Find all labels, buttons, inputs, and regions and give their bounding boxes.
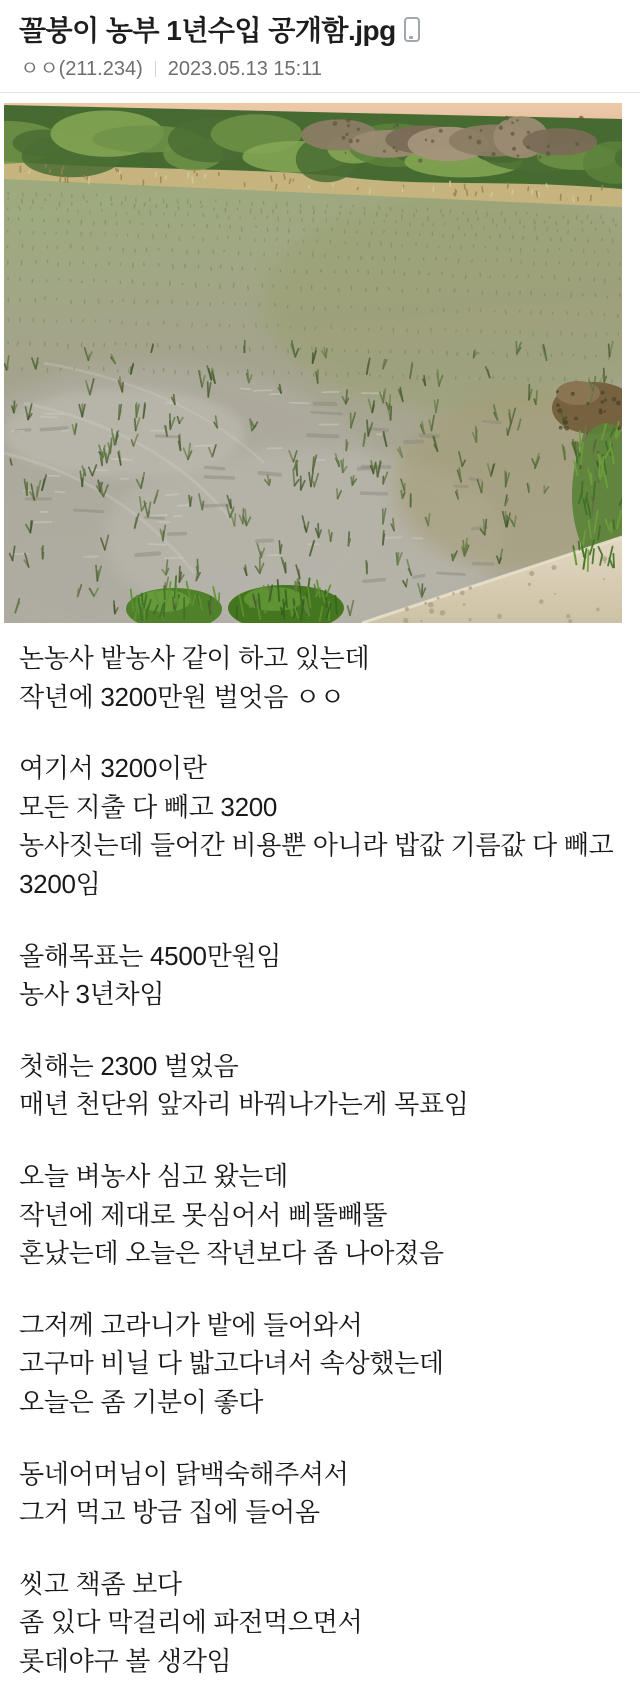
post-line: 고구마 비닐 다 밟고다녀서 속상했는데 xyxy=(19,1348,444,1379)
post-title xyxy=(19,13,624,49)
meta-separator xyxy=(155,61,156,77)
post-line: 첫해는 2300 벌었음 xyxy=(19,1050,239,1081)
post-line: 오늘은 좀 기분이 좋다 xyxy=(19,1386,264,1417)
post-line: 논농사 밭농사 같이 하고 있는데 xyxy=(19,643,370,673)
post-paragraph xyxy=(19,1157,620,1273)
post-line: 오늘 벼농사 심고 왔는데 xyxy=(19,1160,288,1191)
post-line: 롯데야구 볼 생각임 xyxy=(19,1645,232,1676)
post-line: 올해목표는 4500만원임 xyxy=(19,940,282,971)
paddy-field-photo[interactable] xyxy=(4,103,622,623)
post-author: ㅇㅇ(211.234) xyxy=(20,58,143,80)
post-line: 작년에 3200만원 벌엇음 ㅇㅇ xyxy=(19,681,345,712)
post-timestamp: 2023.05.13 15:11 xyxy=(167,58,322,80)
post-line: 모든 지출 다 빼고 3200 xyxy=(19,791,278,822)
post-paragraph xyxy=(19,937,620,1014)
mobile-icon xyxy=(404,17,420,42)
post-line: 동네어머님이 닭백숙해주셔서 xyxy=(19,1458,349,1489)
header-divider xyxy=(0,92,640,93)
post-line: 그저께 고라니가 밭에 들어와서 xyxy=(19,1309,363,1340)
post-line: 여기서 3200이란 xyxy=(19,753,207,784)
post-paragraph xyxy=(19,1565,620,1681)
post-body xyxy=(19,639,620,1680)
post-paragraph xyxy=(19,749,620,903)
post-line: 작년에 제대로 못심어서 삐뚤빼뚤 xyxy=(19,1199,388,1230)
post-header xyxy=(0,0,640,93)
post-line: 매년 천단위 앞자리 바꿔나가는게 목표임 xyxy=(19,1089,469,1120)
post-line: 좀 있다 막걸리에 파전먹으면서 xyxy=(19,1607,363,1638)
post-line: 농사 3년차임 xyxy=(19,979,165,1010)
post-paragraph xyxy=(19,1306,620,1422)
post-line: 혼났는데 오늘은 작년보다 좀 나아졌음 xyxy=(19,1238,444,1269)
post-paragraph xyxy=(19,1455,620,1532)
post-line: 씻고 책좀 보다 xyxy=(19,1568,182,1599)
post-title-text: 꼴붕이 농부 1년수입 공개함.jpg xyxy=(19,15,396,46)
post-paragraph xyxy=(19,639,620,716)
post-paragraph xyxy=(19,1047,620,1124)
post-line: 농사짓는데 들어간 비용뿐 아니라 밥값 기름값 다 빼고 3200임 xyxy=(19,830,614,899)
post-meta xyxy=(20,56,322,82)
post-line: 그거 먹고 방금 집에 들어옴 xyxy=(19,1497,320,1528)
